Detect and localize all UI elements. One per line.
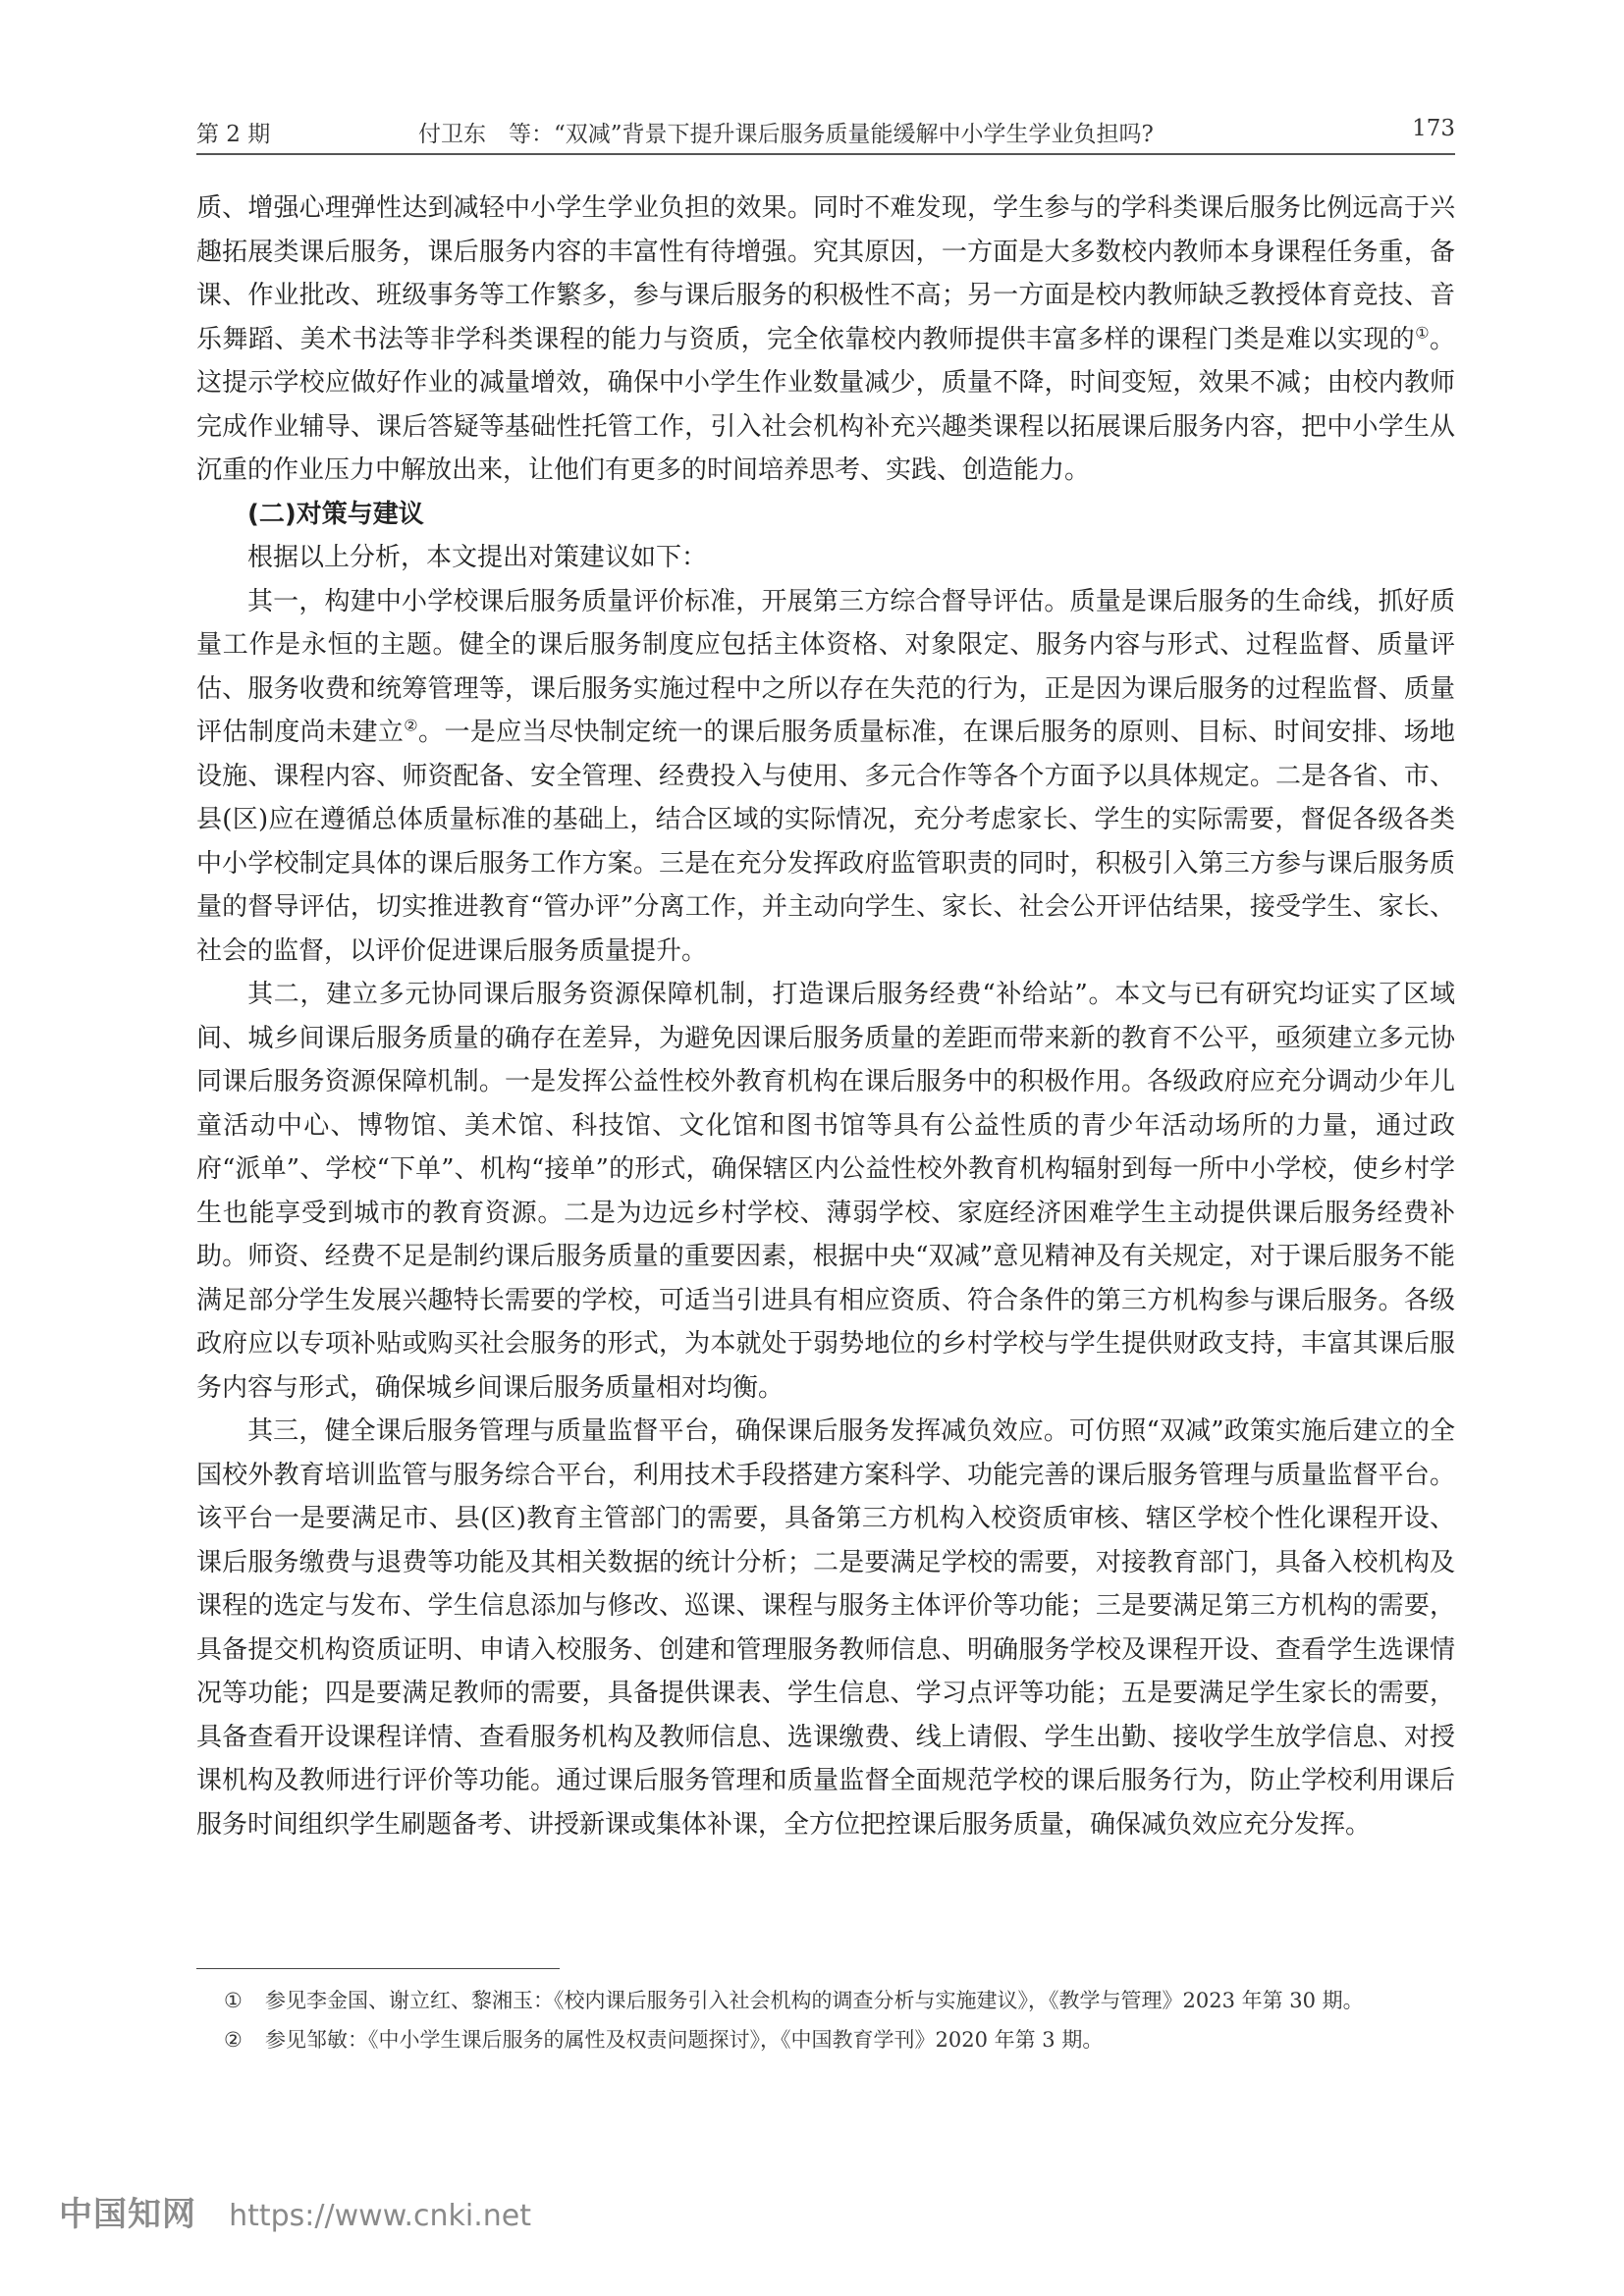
paragraph: 根据以上分析，本文提出对策建议如下： <box>247 543 708 572</box>
paragraph-text: 质、增强心理弹性达到减轻中小学生学业负担的效果。同时不难发现，学生参与的学科类课后服务比例远高于兴趣拓展类课后服务，课后服务内容的丰富性有待增强。究其原因，一方面是大多数校内教师本身课程任务重，备课、作业批改、班级事务等工作繁多，参与课后服务的积极性不高；另一方面是校内教师缺乏教授体育竞技、音乐舞蹈、美术书法等非学科类课程的能力与资质，完全依靠校内教师提供丰富多样的课程门类是难以实现的 <box>196 193 1455 354</box>
paragraph-text: 其一，构建中小学校课后服务质量评价标准，开展第三方综合督导评估。质量是课后服务的生命线，抓好质量工作是永恒的主题。健全的课后服务制度应包括主体资格、对象限定、服务内容与形式、过程监督、质量评估、服务收费和统筹管理等，课后服务实施过程中之所以存在失范的行为，正是因为课后服务的过程监督、质量评估制度尚未建立 <box>196 586 1455 747</box>
paragraph-text: 。这提示学校应做好作业的减量增效，确保中小学生作业数量减少，质量不降，时间变短，效果不减；由校内教师完成作业辅导、课后答疑等基础性托管工作，引入社会机构补充兴趣类课程以拓展课后服务内容，把中小学生从沉重的作业压力中解放出来，让他们有更多的时间培养思考、实践、创造能力。 <box>196 324 1455 485</box>
footnote-item <box>196 2022 1455 2057</box>
cnki-watermark <box>59 2187 531 2236</box>
footnote-ref[interactable]: ① <box>1415 322 1430 342</box>
footnote-item <box>196 1983 1455 2018</box>
footnote-divider <box>196 1968 560 1969</box>
footnote-ref[interactable]: ② <box>404 716 419 735</box>
footnote-mark: ② <box>224 2028 243 2052</box>
cnki-logo: 中国知网 <box>59 2195 196 2234</box>
footnotes <box>196 1983 1455 2061</box>
running-header <box>196 110 1455 149</box>
running-title: 付卫东 等：“双减”背景下提升课后服务质量能缓解中小学生学业负担吗? <box>418 122 1154 147</box>
footnote-text: 参见邹敏：《中小学生课后服务的属性及权责问题探讨》，《中国教育学刊》2020 年第 3 期。 <box>265 2028 1104 2052</box>
footnote-mark: ① <box>224 1989 243 2012</box>
cnki-url[interactable]: https://www.cnki.net <box>229 2199 532 2233</box>
header-divider <box>196 153 1455 155</box>
paragraph-text: 。一是应当尽快制定统一的课后服务质量标准，在课后服务的原则、目标、时间安排、场地设施、课程内容、师资配备、安全管理、经费投入与使用、多元合作等各个方面予以具体规定。二是各省、市、县(区)应在遵循总体质量标准的基础上，结合区域的实际情况，充分考虑家长、学生的实际需要，督促各级各类中小学校制定具体的课后服务工作方案。三是在充分发挥政府监管职责的同时，积极引入第三方参与课后服务质量的督导评估，切实推进教育“管办评”分离工作，并主动向学生、家长、社会公开评估结果，接受学生、家长、社会的监督，以评价促进课后服务质量提升。 <box>196 718 1455 966</box>
article-body <box>196 187 1455 1846</box>
issue-number: 第 2 期 <box>196 122 271 147</box>
page-number: 173 <box>1412 116 1455 141</box>
paragraph: 其三，健全课后服务管理与质量监督平台，确保课后服务发挥减负效应。可仿照“双减”政策实施后建立的全国校外教育培训监管与服务综合平台，利用技术手段搭建方案科学、功能完善的课后服务管理与质量监督平台。该平台一是要满足市、县(区)教育主管部门的需要，具备第三方机构入校资质审核、辖区学校个性化课程开设、课后服务缴费与退费等功能及其相关数据的统计分析；二是要满足学校的需要，对接教育部门，具备入校机构及课程的选定与发布、学生信息添加与修改、巡课、课程与服务主体评价等功能；三是要满足第三方机构的需要，具备提交机构资质证明、申请入校服务、创建和管理服务教师信息、明确服务学校及课程开设、查看学生选课情况等功能；四是要满足教师的需要，具备提供课表、学生信息、学习点评等功能；五是要满足学生家长的需要，具备查看开设课程详情、查看服务机构及教师信息、选课缴费、线上请假、学生出勤、接收学生放学信息、对授课机构及教师进行评价等功能。通过课后服务管理和质量监督全面规范学校的课后服务行为，防止学校利用课后服务时间组织学生刷题备考、讲授新课或集体补课，全方位把控课后服务质量，确保减负效应充分发挥。 <box>196 1416 1455 1840</box>
paragraph: 其二，建立多元协同课后服务资源保障机制，打造课后服务经费“补给站”。本文与已有研究均证实了区域间、城乡间课后服务质量的确存在差异，为避免因课后服务质量的差距而带来新的教育不公平，亟须建立多元协同课后服务资源保障机制。一是发挥公益性校外教育机构在课后服务中的积极作用。各级政府应充分调动少年儿童活动中心、博物馆、美术馆、科技馆、文化馆和图书馆等具有公益性质的青少年活动场所的力量，通过政府“派单”、学校“下单”、机构“接单”的形式，确保辖区内公益性校外教育机构辐射到每一所中小学校，使乡村学生也能享受到城市的教育资源。二是为边远乡村学校、薄弱学校、家庭经济困难学生主动提供课后服务经费补助。师资、经费不足是制约课后服务质量的重要因素，根据中央“双减”意见精神及有关规定，对于课后服务不能满足部分学生发展兴趣特长需要的学校，可适当引进具有相应资质、符合条件的第三方机构参与课后服务。各级政府应以专项补贴或购买社会服务的形式，为本就处于弱势地位的乡村学校与学生提供财政支持，丰富其课后服务内容与形式，确保城乡间课后服务质量相对均衡。 <box>196 980 1455 1403</box>
paragraph <box>196 580 1455 974</box>
paragraph <box>196 187 1455 493</box>
footnote-text: 参见李金国、谢立红、黎湘玉：《校内课后服务引入社会机构的调查分析与实施建议》，《教学与管理》2023 年第 30 期。 <box>265 1989 1364 2012</box>
section-heading: (二)对策与建议 <box>247 499 424 529</box>
